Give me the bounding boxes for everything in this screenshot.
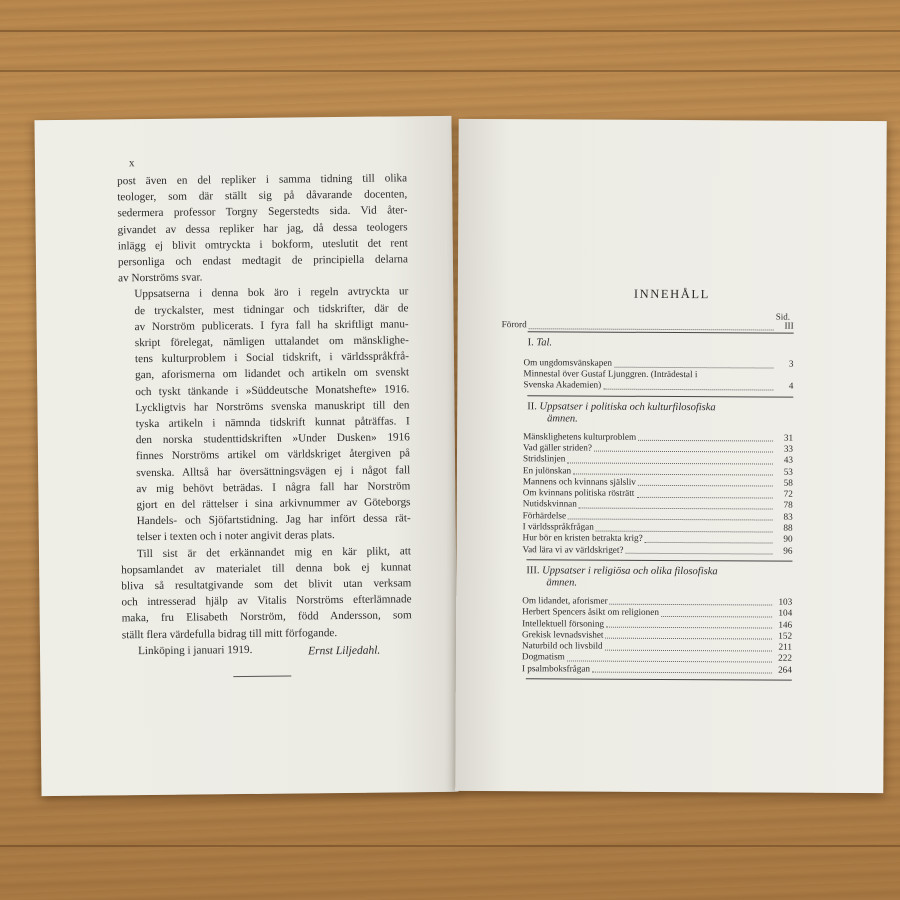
text-line: av mig behövt beträdas. I några fall har Norström xyxy=(136,480,411,496)
dot-leader xyxy=(645,542,773,544)
section-title-cont: ämnen. xyxy=(546,577,577,589)
text-line: av Norström publicerats. I fyra fall ha skriftligt manu- xyxy=(134,318,409,333)
table-seam xyxy=(0,70,900,72)
dot-leader xyxy=(567,462,773,464)
section-title: Uppsatser i religiösa och olika filosofiska xyxy=(542,565,718,578)
text-line: gan, aforismerna om lidandet och artikeln om svenskt xyxy=(135,366,410,382)
section-title: Uppsatser i politiska och kulturfilosofiska xyxy=(539,400,716,413)
dot-leader xyxy=(636,496,772,498)
text-line: maka, fru Elisabeth Norström, född Andersson, som xyxy=(121,609,412,625)
toc-entry-page: 31 xyxy=(783,432,794,443)
text-line: den norska studenttidskriften »Under Dusken» 1916 xyxy=(135,431,410,447)
text-line: tens kulturproblem i Social tidskrift, i världsspråkfrå- xyxy=(134,350,410,366)
dot-leader xyxy=(610,604,773,606)
toc-entry-title: Nutidskvinnan xyxy=(522,498,577,509)
text-line: tyska artikeln i nämnda tidskrift kunnat påträffas. I xyxy=(135,415,410,431)
toc-entry-title: Grekisk levnadsvishet xyxy=(522,629,604,640)
toc-section-heading xyxy=(527,401,793,426)
toc-entry-page: 83 xyxy=(783,511,793,522)
toc-entry-title: Herbert Spencers åsikt om religionen xyxy=(522,606,659,618)
toc-entry xyxy=(522,663,792,676)
toc-entry-title: Vad gäller striden? xyxy=(523,442,592,453)
text-line: och intresserad hjälp av Vitalis Norströms efterlämnade xyxy=(121,593,412,609)
place-date: Linköping i januari 1919. xyxy=(137,643,253,658)
toc-entry-page: 88 xyxy=(783,522,793,533)
table-seam xyxy=(0,845,900,847)
text-line: sedermera professor Torgny Segerstedts sida. Vid åter- xyxy=(117,204,408,220)
section-number: I. xyxy=(527,337,537,349)
dot-leader xyxy=(596,530,773,532)
text-line: av Norströms svar. xyxy=(118,271,203,285)
section-rule xyxy=(527,395,793,397)
text-line: finnes Norströms artikel om världskriget återgiven på xyxy=(135,447,411,463)
left-page xyxy=(34,116,458,796)
preface-text xyxy=(117,170,412,659)
dot-leader xyxy=(592,672,772,674)
text-line: gjort en del rättelser i sina arkivnummer av Göteborgs xyxy=(136,496,411,512)
text-line: personliga och endast medtagit de principiella delarna xyxy=(117,253,409,269)
toc-entry-page: 53 xyxy=(783,466,793,477)
toc-entry-title: Minnestal över Gustaf Ljunggren. (Inträdestal i xyxy=(523,368,698,380)
text-line: inlägg ej blivit omtryckta i bokform, uteslutit det rent xyxy=(117,237,408,253)
section-rule xyxy=(526,559,792,561)
end-rule xyxy=(233,676,291,678)
toc-entry-page: III xyxy=(784,320,794,331)
toc-entry-page: 211 xyxy=(778,641,793,652)
toc-entry-title: Mänsklighetens kulturproblem xyxy=(523,430,637,442)
paragraph-1 xyxy=(117,170,408,286)
text-line: ställt flera värdefulla bidrag till mitt förfogande. xyxy=(121,626,338,642)
toc-entry-page: 72 xyxy=(783,488,793,499)
text-line: Till sist är det erkännandet mig en kär plikt, att xyxy=(136,544,412,560)
section-number: III. xyxy=(526,565,543,577)
toc-entry-title: Svenska Akademien) xyxy=(523,379,602,390)
toc-entry-page: 96 xyxy=(783,545,793,556)
paragraph-3 xyxy=(121,543,412,643)
toc-entry-page: 146 xyxy=(778,619,793,630)
dot-leader xyxy=(614,366,773,368)
toc-entry-page: 222 xyxy=(778,652,792,664)
toc-entry-title: I psalmboksfrågan xyxy=(521,662,591,674)
paragraph-2 xyxy=(118,284,411,546)
toc-entry-title: Om ungdomsvänskapen xyxy=(523,357,613,368)
toc-entry-page: 264 xyxy=(778,664,792,675)
toc-entry-title: Stridslinjen xyxy=(522,453,566,464)
toc-entry-page: 58 xyxy=(783,477,793,488)
toc-section-heading xyxy=(528,337,794,350)
section-title: Tal. xyxy=(536,337,553,349)
text-line: hopsamlandet av materialet till denna bok ej kunnat xyxy=(121,561,412,577)
toc-entry-title: En julönskan xyxy=(522,464,572,475)
dot-leader xyxy=(529,328,774,330)
toc-entry-title: Mannens och kvinnans själsliv xyxy=(522,476,636,487)
toc-entry xyxy=(522,544,792,557)
text-line: telser i texten och i noter angivit deras plats. xyxy=(136,529,335,544)
toc-entry-page: 152 xyxy=(778,630,793,641)
text-line: skript förelegat, nämligen uttalandet om mänsklighe- xyxy=(134,334,409,350)
dot-leader xyxy=(603,388,773,390)
toc-entry-page: 90 xyxy=(783,533,793,544)
toc-entry-page: 43 xyxy=(783,454,794,465)
dot-leader xyxy=(638,485,773,487)
toc-entry-title: Om kvinnans politiska rösträtt xyxy=(522,487,635,498)
dot-leader xyxy=(626,553,773,555)
toc-entry-title: Dogmatism xyxy=(521,651,565,662)
sid-label: Sid. xyxy=(775,311,791,322)
toc-section-heading xyxy=(526,565,792,590)
dot-leader xyxy=(605,649,772,651)
table-seam xyxy=(0,30,900,32)
dot-leader xyxy=(661,616,772,618)
toc-entry-title: Intellektuell försoning xyxy=(522,617,605,629)
toc-entry-page: 3 xyxy=(788,358,794,369)
page-folio: x xyxy=(128,157,135,170)
toc-entry-page: 78 xyxy=(783,499,793,511)
text-line: givandet av dessa repliker har jag, då dessa teologers xyxy=(117,220,408,236)
text-line: teologer, som där ställt sig på dåvarande docenten, xyxy=(117,188,408,204)
dot-leader xyxy=(605,638,772,640)
dot-leader xyxy=(579,507,773,509)
text-line: svenska. Alltså har översättningsvägen ej i något fall xyxy=(136,463,411,479)
dot-leader xyxy=(567,660,772,662)
toc-title: INNEHÅLL xyxy=(633,286,710,302)
dot-leader xyxy=(573,473,773,475)
toc-entry-page: 33 xyxy=(783,443,794,454)
dot-leader xyxy=(594,451,773,453)
toc-entry-page: 4 xyxy=(788,380,794,391)
toc-entry-title: Naturbild och livsbild xyxy=(521,640,603,651)
toc-entry-page: 103 xyxy=(778,596,793,607)
text-line: Handels- och Sjöfartstidning. Jag har infört dessa rät- xyxy=(136,512,411,528)
text-line: och tyskt tänkande i »Süddeutsche Monatshefte» 1916. xyxy=(135,382,410,398)
toc-entry-title: Vad lära vi av världskriget? xyxy=(522,543,624,555)
toc-entry-title: Förhärdelse xyxy=(522,509,567,521)
text-line: Uppsatserna i denna bok äro i regeln avtryckta ur xyxy=(134,285,409,301)
toc-entry-title: Hur bör en kristen betrakta krig? xyxy=(522,532,643,544)
right-page xyxy=(455,119,887,793)
toc-entry-title: Förord xyxy=(501,319,527,330)
signature: Ernst Liljedahl. xyxy=(307,644,381,658)
dot-leader xyxy=(638,440,773,442)
dot-leader xyxy=(568,519,773,521)
dot-leader xyxy=(606,627,772,629)
text-line: post även en del repliker i samma tidning till olika xyxy=(117,172,408,188)
toc-entry-page: 104 xyxy=(778,607,793,618)
toc-entry-title: Om lidandet, aforismer xyxy=(522,595,608,606)
section-rule xyxy=(528,331,794,333)
section-rule xyxy=(526,678,792,680)
text-line: bliva så resultatgivande som det blivit utan verksam xyxy=(121,577,412,593)
toc-entry-title: I världsspråkfrågan xyxy=(522,521,594,532)
toc-entry xyxy=(523,380,793,393)
toc-preface xyxy=(502,319,794,332)
text-line: de tryckalster, mest tidningar och tidskrifter, där de xyxy=(134,301,409,317)
section-title-cont: ämnen. xyxy=(547,412,578,425)
text-line: Lyckligtvis har Norströms svenska manuskript till den xyxy=(135,399,410,415)
section-number: II. xyxy=(527,400,540,412)
